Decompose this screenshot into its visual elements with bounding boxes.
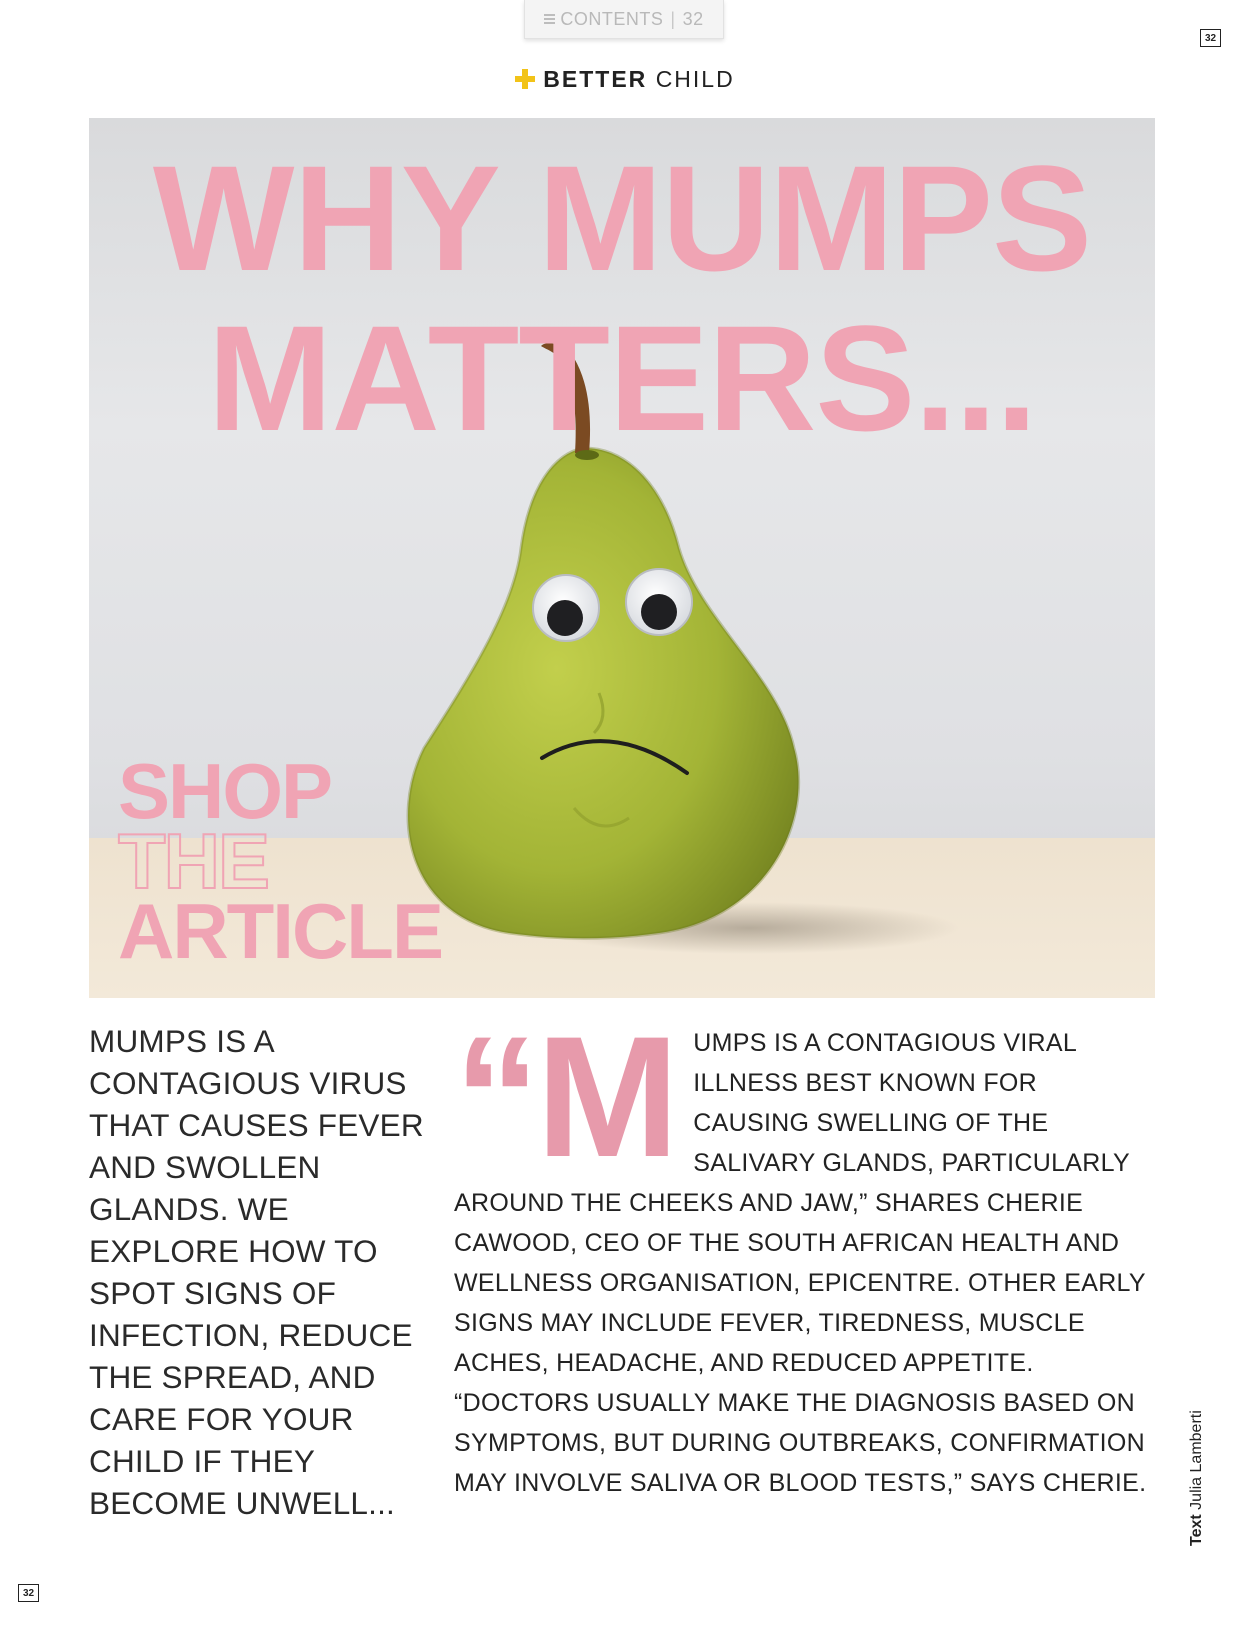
drop-cap: “M	[454, 1001, 676, 1193]
contents-label: CONTENTS	[560, 8, 664, 29]
shop-line-1: SHOP	[118, 747, 332, 835]
shop-line-2: THE	[118, 817, 268, 905]
section-label	[0, 66, 1250, 93]
divider: |	[670, 8, 676, 29]
standfirst: MUMPS IS A CONTAGIOUS VIRUS THAT CAUSES FEVER AND SWOLLEN GLANDS. WE EXPLORE HOW TO SPOT SIGNS OF INFECTION, REDUCE THE SPREAD, AND CARE FOR YOUR CHILD IF THEY BECOME UNWELL...	[89, 1023, 424, 1521]
credit-name: Julia Lamberti	[1188, 1410, 1205, 1510]
headline-line-1: WHY MUMPS	[152, 134, 1092, 302]
menu-icon	[544, 14, 555, 24]
headline	[89, 134, 1155, 462]
author-credit	[1188, 1410, 1206, 1546]
section-bold: BETTER	[543, 66, 648, 92]
page-number-top: 32	[1200, 29, 1221, 47]
article-body	[454, 1001, 1154, 1503]
contents-tab[interactable]	[524, 0, 724, 39]
shop-the-article[interactable]	[118, 747, 442, 975]
shop-line-3: ARTICLE	[118, 887, 442, 975]
plus-icon	[515, 69, 535, 89]
contents-page-number: 32	[682, 8, 704, 29]
section-regular: CHILD	[655, 66, 735, 92]
credit-label: Text	[1188, 1514, 1205, 1546]
headline-line-2: MATTERS...	[207, 294, 1037, 462]
page-number-bottom: 32	[18, 1584, 39, 1602]
article-body-text: UMPS IS A CONTAGIOUS VIRAL ILLNESS BEST KNOWN FOR CAUSING SWELLING OF THE SALIVARY GLANDS, PARTICULARLY AROUND THE CHEEKS AND JAW,” SHARES CHERIE CAWOOD, CEO OF THE SOUTH AFRICAN HEALTH AND WELLNESS ORGANISATION, EPICENTRE. OTHER EARLY SIGNS MAY INCLUDE FEVER, TIREDNESS, MUSCLE ACHES, HEADACHE, AND REDUCED APPETITE. “DOCTORS USUALLY MAKE THE DIAGNOSIS BASED ON SYMPTOMS, BUT DURING OUTBREAKS, CONFIRMATION MAY INVOLVE SALIVA OR BLOOD TESTS,” SAYS CHERIE.	[454, 1029, 1147, 1497]
